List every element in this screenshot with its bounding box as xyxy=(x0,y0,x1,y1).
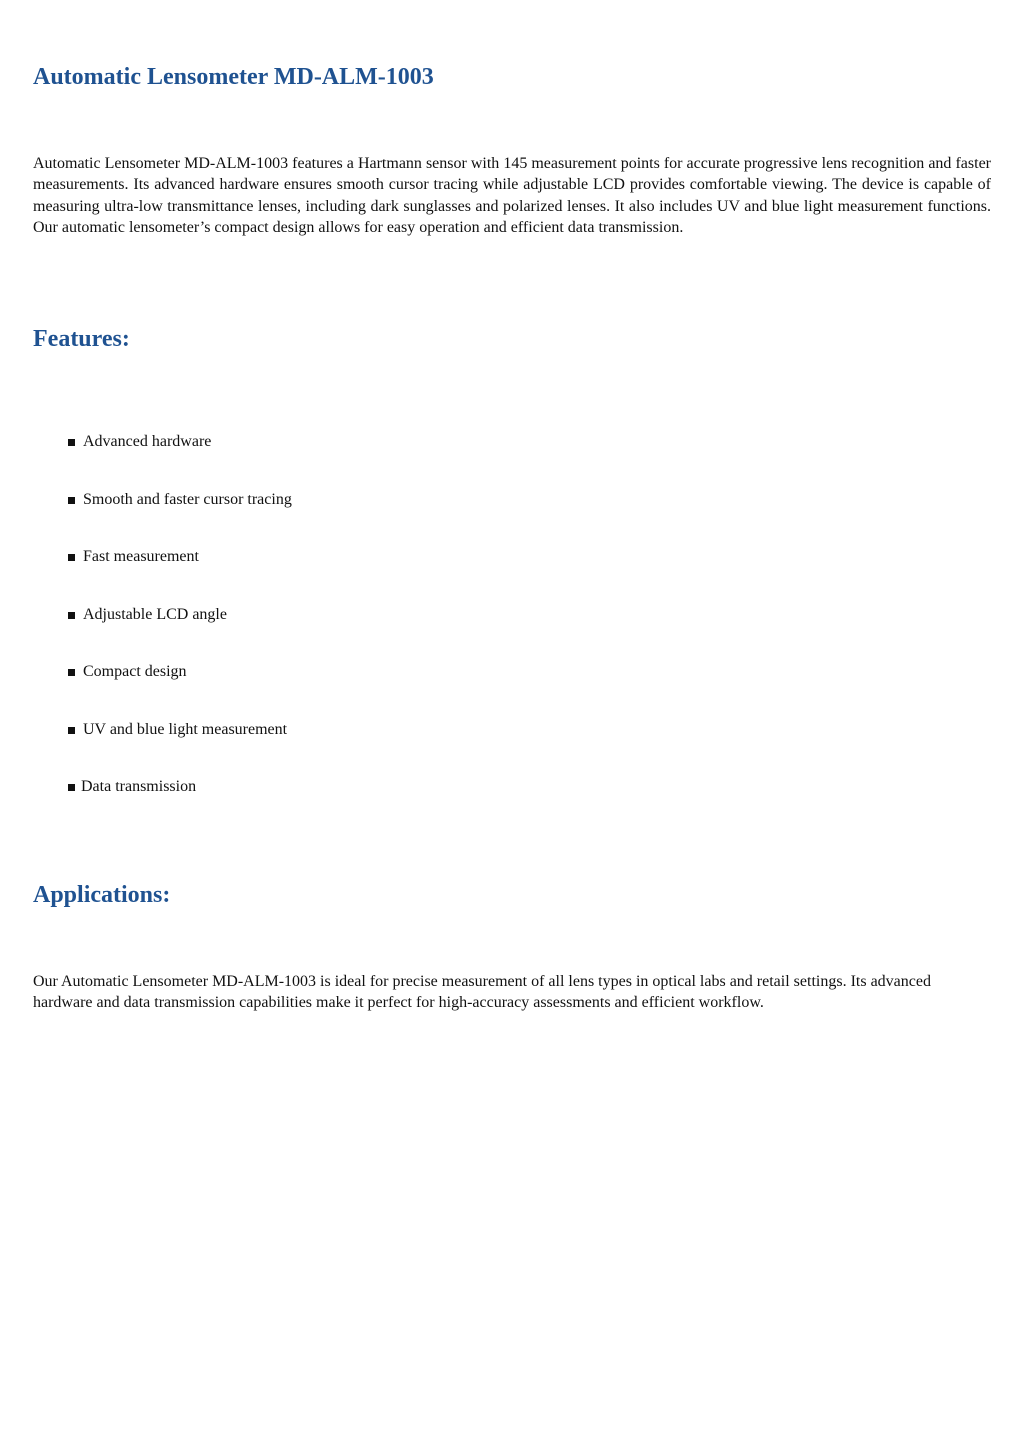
feature-label: Data transmission xyxy=(81,778,197,795)
square-bullet-icon xyxy=(68,784,75,791)
feature-label: Advanced hardware xyxy=(83,433,212,450)
list-item xyxy=(68,603,292,661)
list-item xyxy=(68,775,292,833)
list-item xyxy=(68,660,292,718)
features-heading: Features: xyxy=(33,326,130,352)
feature-label: Compact design xyxy=(83,663,187,680)
feature-label: Adjustable LCD angle xyxy=(83,605,227,623)
square-bullet-icon xyxy=(68,554,75,561)
intro-paragraph: Automatic Lensometer MD-ALM-1003 features a Hartmann sensor with 145 measurement points for accurate progressive lens recognition and faster measurements. Its advanced hardware ensures smooth cursor tracing while adjustable LCD provides comfortable viewing. The device is capable of measuring ultra-low transmittance lenses, including dark sunglasses and polarized lenses. It also includes UV and blue light measurement functions. Our automatic lensometer’s compact design allows for easy operation and efficient data transmission. xyxy=(33,155,991,237)
applications-paragraph: Our Automatic Lensometer MD-ALM-1003 is ideal for precise measurement of all lens types in optical labs and retail settings. Its advanced hardware and data transmission capabilities make it perfect for high-accuracy assessments and efficient workflow. xyxy=(33,973,931,1012)
features-list xyxy=(68,430,292,833)
feature-label: Fast measurement xyxy=(83,548,199,565)
page-title: Automatic Lensometer MD-ALM-1003 xyxy=(33,64,434,90)
square-bullet-icon xyxy=(68,497,75,504)
list-item xyxy=(68,718,292,776)
applications-heading: Applications: xyxy=(33,882,171,908)
feature-label: Smooth and faster cursor tracing xyxy=(83,490,292,508)
square-bullet-icon xyxy=(68,727,75,734)
list-item xyxy=(68,488,292,546)
list-item xyxy=(68,545,292,603)
square-bullet-icon xyxy=(68,439,75,446)
list-item xyxy=(68,430,292,488)
square-bullet-icon xyxy=(68,669,75,676)
square-bullet-icon xyxy=(68,612,75,619)
feature-label: UV and blue light measurement xyxy=(83,720,288,738)
